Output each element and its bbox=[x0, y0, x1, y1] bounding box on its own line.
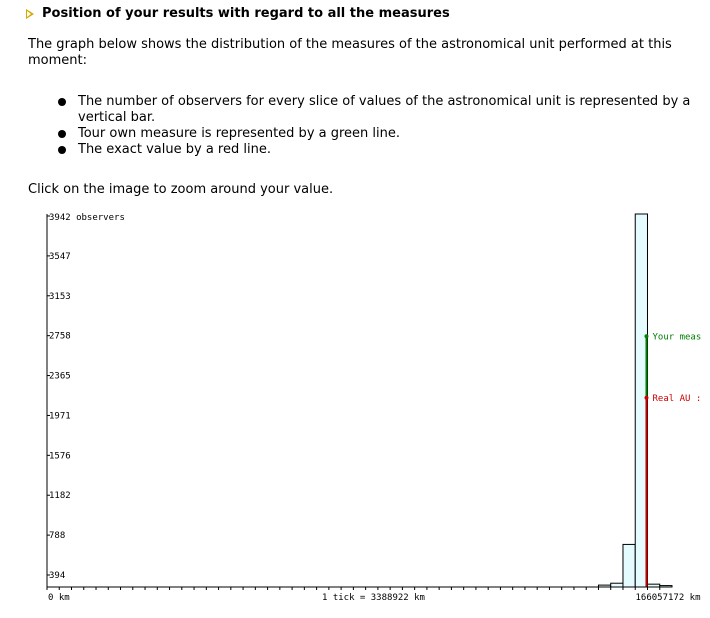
y-max-label: 3942 observers bbox=[49, 213, 125, 223]
your-measure-label: Your meas bbox=[652, 332, 702, 343]
list-item: Tour own measure is represented by a green line. bbox=[28, 126, 696, 142]
y-tick-label: 2758 bbox=[49, 331, 71, 342]
list-item: The exact value by a red line. bbox=[28, 142, 696, 158]
histogram-bar bbox=[623, 544, 635, 587]
zoom-hint: Click on the image to zoom around your value. bbox=[28, 182, 334, 197]
y-tick-label: 394 bbox=[49, 571, 66, 582]
your-measure-marker bbox=[644, 334, 648, 338]
y-tick-label: 788 bbox=[49, 531, 66, 542]
y-tick-label: 3153 bbox=[49, 291, 71, 302]
section-title: Position of your results with regard to all the measures bbox=[42, 6, 450, 21]
x-end-label: 166057172 km bbox=[635, 593, 701, 603]
real-au-marker bbox=[644, 396, 648, 400]
y-tick-label: 1576 bbox=[49, 451, 71, 462]
list-item: The number of observers for every slice of values of the astronomical unit is represented by a vertical bar. bbox=[28, 94, 696, 126]
y-tick-label: 1971 bbox=[49, 411, 71, 422]
y-tick-label: 1182 bbox=[49, 491, 71, 502]
explanation-list bbox=[28, 94, 696, 158]
section-heading bbox=[26, 6, 450, 21]
arrow-bullet-icon bbox=[26, 9, 34, 19]
real-au-label: Real AU : bbox=[652, 393, 702, 404]
y-tick-label: 2365 bbox=[49, 371, 71, 382]
histogram-bar bbox=[611, 583, 623, 587]
distribution-graph[interactable] bbox=[0, 200, 710, 618]
x-start-label: 0 km bbox=[48, 593, 70, 603]
x-tick-scale-label: 1 tick = 3388922 km bbox=[322, 593, 425, 603]
y-tick-label: 3547 bbox=[49, 251, 71, 262]
intro-text: The graph below shows the distribution of the measures of the astronomical unit performed at this moment: bbox=[28, 37, 672, 68]
